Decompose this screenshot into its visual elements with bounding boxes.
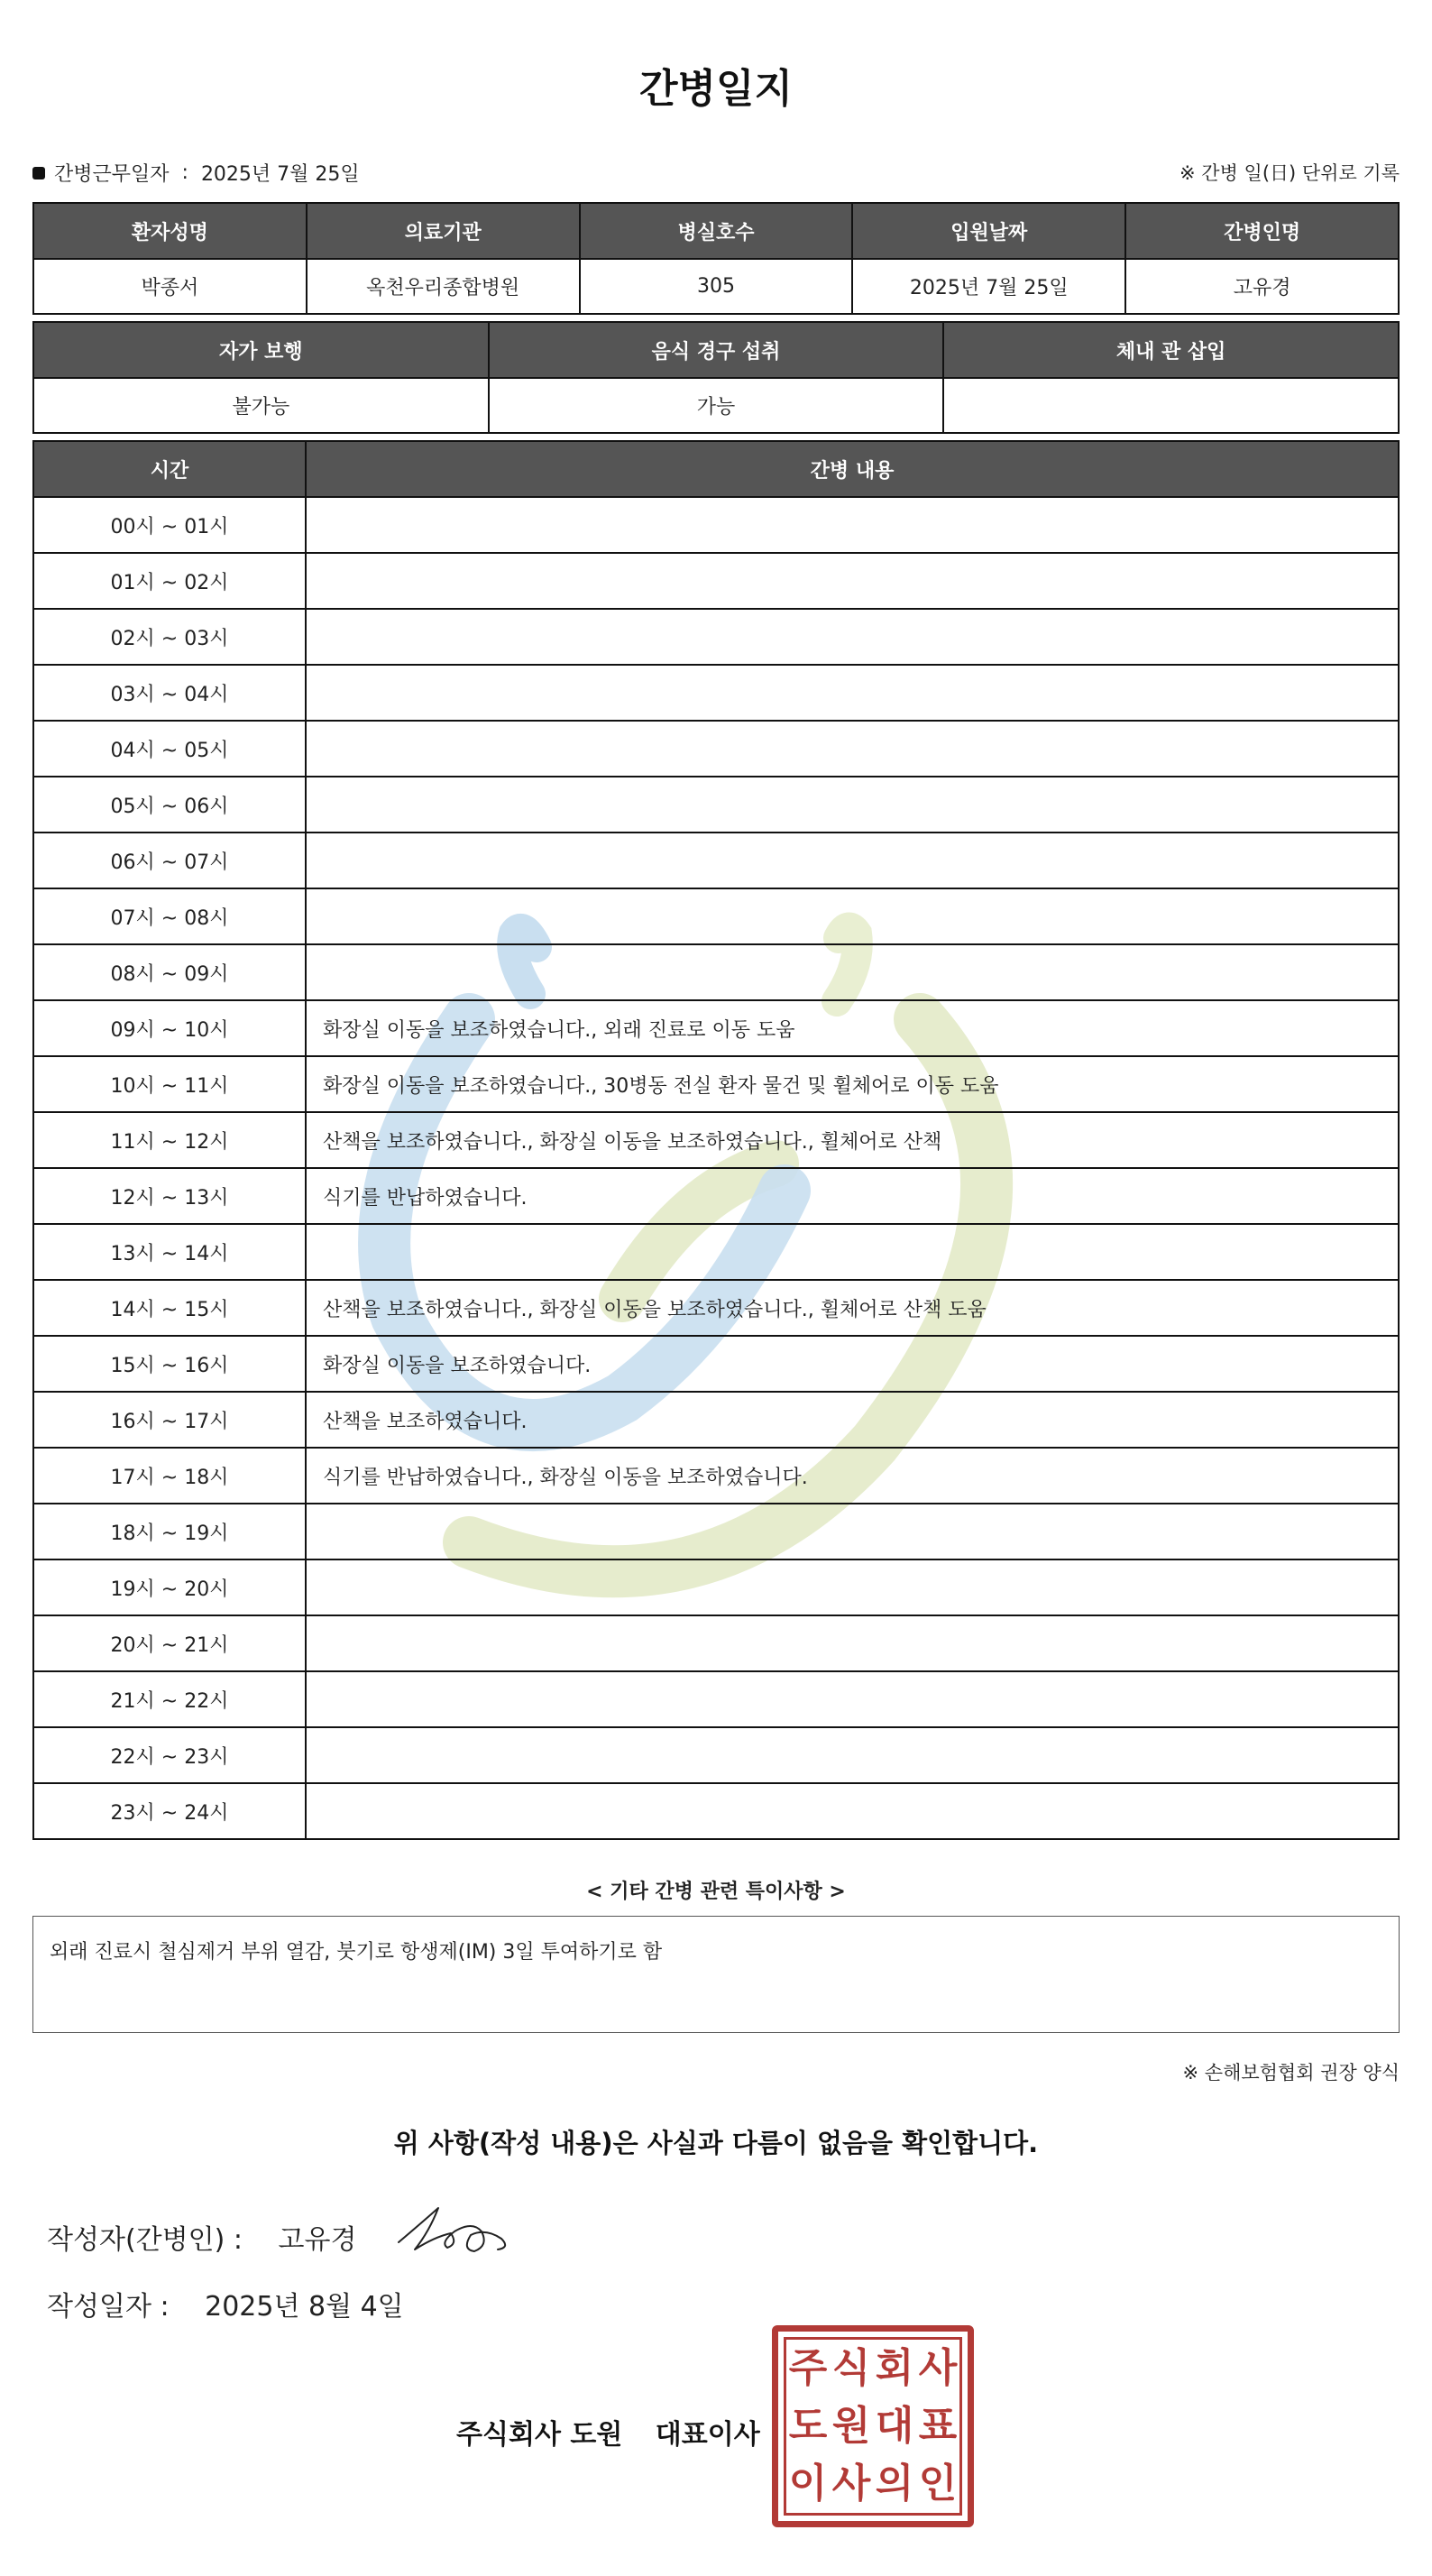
- seal-character: 원: [831, 2403, 871, 2449]
- bullet-square-icon: [32, 167, 45, 179]
- log-time-cell: 13시 ~ 14시: [33, 1224, 306, 1280]
- table-row: [33, 1615, 1399, 1671]
- log-content-cell: 화장실 이동을 보조하였습니다.: [306, 1336, 1399, 1392]
- written-date-label: 작성일자 :: [47, 2291, 170, 2323]
- log-content-cell: [306, 1559, 1399, 1615]
- special-notes-title: < 기타 간병 관련 특이사항 >: [586, 1881, 846, 1903]
- page-title: 간병일지: [638, 66, 793, 112]
- hourly-care-log-table: [32, 440, 1400, 1840]
- self-walking-value: 불가능: [33, 378, 489, 433]
- log-time-cell: 22시 ~ 23시: [33, 1727, 306, 1783]
- table-row: [33, 1671, 1399, 1727]
- table-row: [33, 378, 1399, 433]
- seal-character: 이: [788, 2461, 828, 2507]
- log-time-cell: 08시 ~ 09시: [33, 944, 306, 1000]
- header-patient-name: 환자성명: [33, 203, 307, 259]
- log-time-cell: 12시 ~ 13시: [33, 1168, 306, 1224]
- work-date-separator: :: [181, 161, 188, 184]
- table-row: [33, 1392, 1399, 1448]
- tube-insertion-value: [943, 378, 1399, 433]
- table-row: [33, 944, 1399, 1000]
- log-content-cell: [306, 888, 1399, 944]
- company-seal-stamp: [772, 2325, 974, 2527]
- seal-character: 회: [875, 2345, 914, 2391]
- table-row: [33, 259, 1399, 314]
- log-time-cell: 00시 ~ 01시: [33, 497, 306, 553]
- work-date-label: 간병근무일자: [54, 163, 170, 186]
- table-row: [33, 1000, 1399, 1056]
- log-content-cell: 화장실 이동을 보조하였습니다., 30병동 전실 환자 물건 및 휠체어로 이동 도움: [306, 1056, 1399, 1112]
- header-care-content: 간병 내용: [306, 441, 1399, 497]
- log-time-cell: 20시 ~ 21시: [33, 1615, 306, 1671]
- header-self-walking: 자가 보행: [33, 322, 489, 378]
- log-content-cell: [306, 1671, 1399, 1727]
- special-notes-text: 외래 진료시 철심제거 부위 열감, 붓기로 항생제(IM) 3일 투여하기로 함: [50, 1941, 663, 1964]
- seal-character: 인: [918, 2461, 958, 2507]
- log-content-cell: [306, 497, 1399, 553]
- log-content-cell: [306, 1224, 1399, 1280]
- patient-name: 박종서: [33, 259, 307, 314]
- header-admission-date: 입원날짜: [852, 203, 1125, 259]
- written-date-line: [47, 2284, 404, 2323]
- log-time-cell: 02시 ~ 03시: [33, 609, 306, 665]
- log-content-cell: [306, 1783, 1399, 1839]
- table-row: [33, 1559, 1399, 1615]
- log-content-cell: 식기를 반납하였습니다., 화장실 이동을 보조하였습니다.: [306, 1448, 1399, 1504]
- log-time-cell: 14시 ~ 15시: [33, 1280, 306, 1336]
- work-date-line: [32, 159, 360, 187]
- log-content-cell: [306, 777, 1399, 833]
- log-content-cell: [306, 1504, 1399, 1559]
- table-row: [33, 497, 1399, 553]
- log-time-cell: 16시 ~ 17시: [33, 1392, 306, 1448]
- log-content-cell: [306, 833, 1399, 888]
- log-content-cell: 화장실 이동을 보조하였습니다., 외래 진료로 이동 도움: [306, 1000, 1399, 1056]
- writer-name: 고유경: [278, 2224, 357, 2256]
- log-content-cell: 산책을 보조하였습니다.: [306, 1392, 1399, 1448]
- log-content-cell: [306, 721, 1399, 777]
- work-date-value: 2025년 7월 25일: [200, 163, 360, 186]
- confirmation-statement: 위 사항(작성 내용)은 사실과 다름이 없음을 확인합니다.: [393, 2128, 1039, 2158]
- log-content-cell: [306, 665, 1399, 721]
- seal-character: 표: [918, 2403, 958, 2449]
- seal-character: 사: [918, 2345, 958, 2391]
- table-row: [33, 1224, 1399, 1280]
- table-row: [33, 888, 1399, 944]
- log-time-cell: 06시 ~ 07시: [33, 833, 306, 888]
- table-header-row: [33, 441, 1399, 497]
- seal-character: 주: [788, 2345, 828, 2391]
- table-header-row: [33, 203, 1399, 259]
- log-time-cell: 10시 ~ 11시: [33, 1056, 306, 1112]
- header-room-number: 병실호수: [580, 203, 853, 259]
- seal-character: 의: [875, 2461, 914, 2507]
- room-number: 305: [580, 259, 853, 314]
- table-row: [33, 1336, 1399, 1392]
- oral-intake-value: 가능: [489, 378, 944, 433]
- table-row: [33, 665, 1399, 721]
- hospital-name: 옥천우리종합병원: [307, 259, 580, 314]
- log-time-cell: 21시 ~ 22시: [33, 1671, 306, 1727]
- patient-info-table: [32, 202, 1400, 315]
- log-content-cell: [306, 553, 1399, 609]
- table-row: [33, 1783, 1399, 1839]
- company-role: 대표이사: [655, 2419, 760, 2451]
- log-time-cell: 09시 ~ 10시: [33, 1000, 306, 1056]
- table-row: [33, 1504, 1399, 1559]
- log-time-cell: 05시 ~ 06시: [33, 777, 306, 833]
- log-time-cell: 15시 ~ 16시: [33, 1336, 306, 1392]
- log-time-cell: 07시 ~ 08시: [33, 888, 306, 944]
- log-time-cell: 03시 ~ 04시: [33, 665, 306, 721]
- log-content-cell: 식기를 반납하였습니다.: [306, 1168, 1399, 1224]
- company-line: [456, 2412, 760, 2452]
- signature-image: [395, 2195, 514, 2259]
- header-caregiver-name: 간병인명: [1125, 203, 1399, 259]
- log-content-cell: 산책을 보조하였습니다., 화장실 이동을 보조하였습니다., 휠체어로 산책: [306, 1112, 1399, 1168]
- log-time-cell: 19시 ~ 20시: [33, 1559, 306, 1615]
- log-content-cell: [306, 609, 1399, 665]
- log-content-cell: [306, 1727, 1399, 1783]
- daily-record-note: ※ 간병 일(日) 단위로 기록: [1180, 162, 1400, 184]
- recommended-form-note: ※ 손해보험협회 권장 양식: [1182, 2062, 1400, 2084]
- seal-character: 대: [875, 2403, 914, 2449]
- log-content-cell: [306, 944, 1399, 1000]
- table-header-row: [33, 322, 1399, 378]
- table-row: [33, 833, 1399, 888]
- table-row: [33, 721, 1399, 777]
- table-row: [33, 1448, 1399, 1504]
- header-time: 시간: [33, 441, 306, 497]
- table-row: [33, 1727, 1399, 1783]
- header-tube-insertion: 체내 관 삽입: [943, 322, 1399, 378]
- header-oral-intake: 음식 경구 섭취: [489, 322, 944, 378]
- log-time-cell: 04시 ~ 05시: [33, 721, 306, 777]
- special-notes-box: [32, 1916, 1400, 2033]
- seal-characters: [784, 2337, 962, 2516]
- table-row: [33, 1168, 1399, 1224]
- admission-date: 2025년 7월 25일: [852, 259, 1125, 314]
- table-row: [33, 553, 1399, 609]
- company-name: 주식회사 도원: [456, 2419, 623, 2451]
- patient-status-table: [32, 321, 1400, 434]
- table-row: [33, 1280, 1399, 1336]
- table-row: [33, 1112, 1399, 1168]
- log-content-cell: [306, 1615, 1399, 1671]
- table-row: [33, 609, 1399, 665]
- written-date-value: 2025년 8월 4일: [205, 2291, 404, 2323]
- writer-label: 작성자(간병인) :: [47, 2224, 243, 2256]
- table-row: [33, 777, 1399, 833]
- caregiver-name: 고유경: [1125, 259, 1399, 314]
- log-time-cell: 18시 ~ 19시: [33, 1504, 306, 1559]
- table-row: [33, 1056, 1399, 1112]
- header-hospital: 의료기관: [307, 203, 580, 259]
- log-content-cell: 산책을 보조하였습니다., 화장실 이동을 보조하였습니다., 휠체어로 산책 도움: [306, 1280, 1399, 1336]
- seal-character: 사: [831, 2461, 871, 2507]
- seal-character: 도: [788, 2403, 828, 2449]
- log-time-cell: 17시 ~ 18시: [33, 1448, 306, 1504]
- log-time-cell: 23시 ~ 24시: [33, 1783, 306, 1839]
- writer-line: [47, 2217, 356, 2257]
- log-time-cell: 11시 ~ 12시: [33, 1112, 306, 1168]
- log-time-cell: 01시 ~ 02시: [33, 553, 306, 609]
- seal-character: 식: [831, 2345, 871, 2391]
